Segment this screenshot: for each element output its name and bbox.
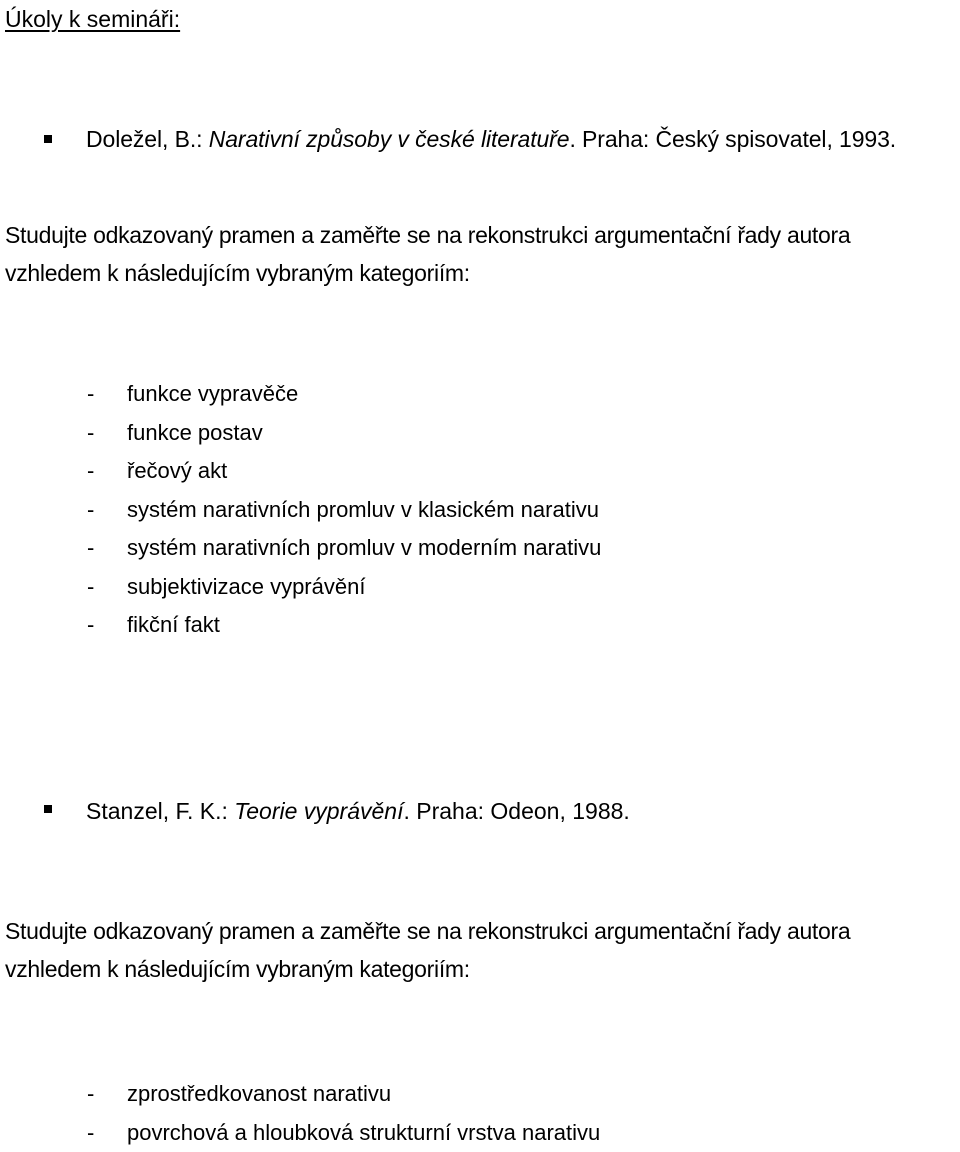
category-label: funkce postav (127, 420, 263, 445)
list-item (87, 491, 601, 530)
reference-publication: . Praha: Český spisovatel, 1993. (569, 126, 896, 152)
instruction-line: vzhledem k následujícím vybraným kategoriím: (5, 950, 960, 988)
dash-marker: - (87, 491, 94, 530)
category-label: řečový akt (127, 458, 227, 483)
list-item (87, 1075, 600, 1114)
list-item (87, 606, 601, 645)
category-label: zprostředkovanost narativu (127, 1081, 391, 1106)
category-label: funkce vypravěče (127, 381, 298, 406)
list-item (87, 414, 601, 453)
instruction-paragraph (5, 912, 960, 988)
dash-marker: - (87, 375, 94, 414)
list-item (87, 375, 601, 414)
dash-marker: - (87, 568, 94, 607)
dash-marker: - (87, 529, 94, 568)
list-item (87, 452, 601, 491)
list-item (87, 1114, 600, 1152)
reference-publication: . Praha: Odeon, 1988. (403, 798, 629, 824)
square-bullet-icon (44, 805, 52, 813)
instruction-line: Studujte odkazovaný pramen a zaměřte se na rekonstrukci argumentační řady autora (5, 216, 960, 254)
reference-dolezel (86, 123, 896, 155)
category-label: povrchová a hloubková strukturní vrstva narativu (127, 1120, 600, 1145)
dash-marker: - (87, 606, 94, 645)
dash-marker: - (87, 414, 94, 453)
reference-work-title: Narativní způsoby v české literatuře (209, 126, 570, 152)
reference-stanzel (86, 795, 630, 827)
category-label: fikční fakt (127, 612, 220, 637)
square-bullet-icon (44, 135, 52, 143)
category-label: systém narativních promluv v klasickém narativu (127, 497, 599, 522)
instruction-line: vzhledem k následujícím vybraným kategoriím: (5, 254, 960, 292)
instruction-line: Studujte odkazovaný pramen a zaměřte se na rekonstrukci argumentační řady autora (5, 912, 960, 950)
reference-author: Stanzel, F. K.: (86, 798, 234, 824)
dash-marker: - (87, 452, 94, 491)
reference-author: Doležel, B.: (86, 126, 209, 152)
reference-work-title: Teorie vyprávění (234, 798, 403, 824)
category-list (87, 1075, 600, 1152)
instruction-paragraph (5, 216, 960, 292)
category-label: subjektivizace vyprávění (127, 574, 365, 599)
dash-marker: - (87, 1075, 94, 1114)
list-item (87, 568, 601, 607)
category-label: systém narativních promluv v moderním narativu (127, 535, 601, 560)
category-list (87, 375, 601, 645)
list-item (87, 529, 601, 568)
dash-marker: - (87, 1114, 94, 1152)
page-title: Úkoly k semináři: (5, 3, 180, 35)
